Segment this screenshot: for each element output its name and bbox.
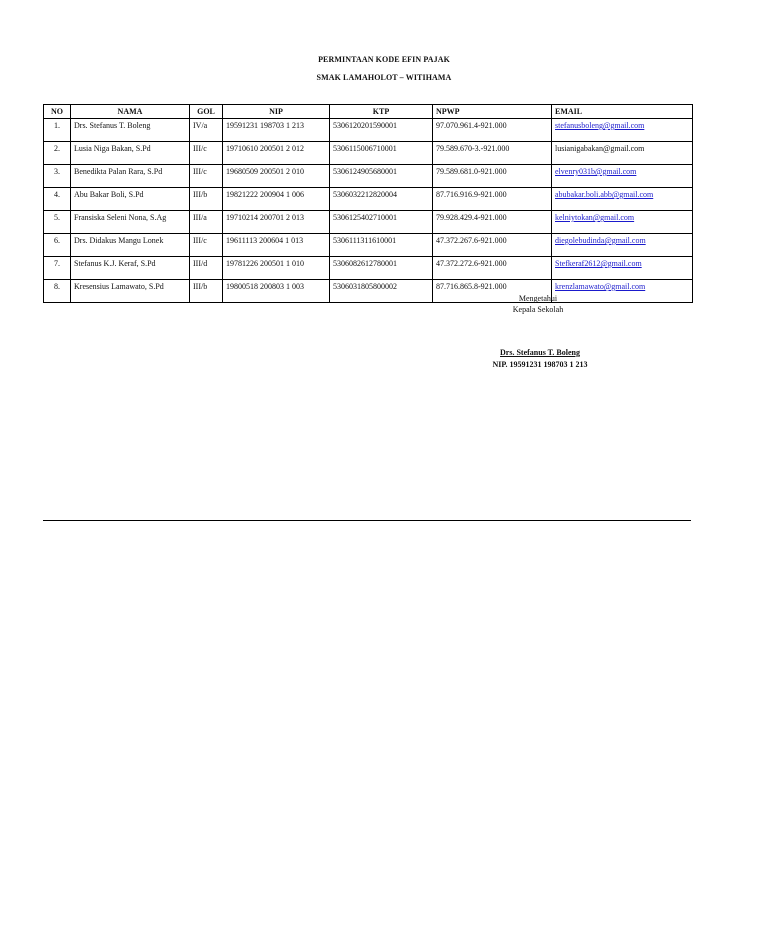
cell-gol: III/d (190, 257, 223, 280)
cell-nama: Benedikta Palan Rara, S.Pd (71, 165, 190, 188)
cell-email (552, 234, 693, 257)
signatory-name: Drs. Stefanus T. Boleng (500, 348, 580, 357)
cell-nama: Fransiska Seleni Nona, S.Ag (71, 211, 190, 234)
cell-no: 5. (44, 211, 71, 234)
table-row (44, 165, 693, 188)
cell-ktp: 5306031805800002 (330, 280, 433, 303)
cell-nama: Drs. Didakus Mangu Lonek (71, 234, 190, 257)
cell-npwp: 87.716.916.9-921.000 (433, 188, 552, 211)
header-nama: NAMA (71, 105, 190, 119)
cell-nip: 19710610 200501 2 012 (223, 142, 330, 165)
table-row (44, 257, 693, 280)
email-link[interactable]: abubakar.boli.abb@gmail.com (555, 190, 654, 199)
document-subtitle: SMAK LAMAHOLOT – WITIHAMA (316, 73, 452, 82)
table-row (44, 280, 693, 303)
cell-no: 8. (44, 280, 71, 303)
cell-nip: 19781226 200501 1 010 (223, 257, 330, 280)
table-row (44, 119, 693, 142)
cell-nama: Kresensius Lamawato, S.Pd (71, 280, 190, 303)
cell-gol: III/a (190, 211, 223, 234)
cell-ktp: 5306115006710001 (330, 142, 433, 165)
cell-gol: III/c (190, 142, 223, 165)
header-no: NO (44, 105, 71, 119)
email-link[interactable]: stefanusboleng@gmail.com (555, 121, 645, 130)
table-row (44, 211, 693, 234)
header-gol: GOL (190, 105, 223, 119)
table-row (44, 188, 693, 211)
cell-npwp: 79.928.429.4-921.000 (433, 211, 552, 234)
email-link[interactable]: kelniytokan@gmail.com (555, 213, 635, 222)
principal-label: Kepala Sekolah (512, 305, 564, 314)
email-link[interactable]: elvenry031b@gmail.com (555, 167, 637, 176)
cell-no: 7. (44, 257, 71, 280)
email-link[interactable]: krenzlamawato@gmail.com (555, 282, 646, 291)
cell-nama: Drs. Stefanus T. Boleng (71, 119, 190, 142)
cell-nip: 19710214 200701 2 013 (223, 211, 330, 234)
cell-ktp: 5306125402710001 (330, 211, 433, 234)
efin-request-table (43, 104, 693, 303)
cell-gol: III/c (190, 165, 223, 188)
cell-email (552, 257, 693, 280)
cell-nip: 19680509 200501 2 010 (223, 165, 330, 188)
cell-nip: 19800518 200803 1 003 (223, 280, 330, 303)
email-link[interactable]: diegolebudinda@gmail.com (555, 236, 646, 245)
table-row (44, 234, 693, 257)
document-title: PERMINTAAN KODE EFIN PAJAK (318, 55, 450, 64)
cell-no: 3. (44, 165, 71, 188)
cell-email (552, 119, 693, 142)
cell-gol: III/b (190, 280, 223, 303)
cell-no: 4. (44, 188, 71, 211)
table-row (44, 142, 693, 165)
cell-npwp: 79.589.670-3.-921.000 (433, 142, 552, 165)
cell-npwp: 47.372.272.6-921.000 (433, 257, 552, 280)
cell-gol: III/b (190, 188, 223, 211)
cell-nip: 19591231 198703 1 213 (223, 119, 330, 142)
cell-ktp: 5306082612780001 (330, 257, 433, 280)
cell-gol: III/c (190, 234, 223, 257)
cell-ktp: 5306120201590001 (330, 119, 433, 142)
acknowledged-label: Mengetahui (518, 294, 558, 303)
signatory-nip: NIP. 19591231 198703 1 213 (492, 360, 588, 369)
cell-email (552, 165, 693, 188)
cell-nama: Abu Bakar Boli, S.Pd (71, 188, 190, 211)
cell-email (552, 142, 693, 165)
header-email: EMAIL (552, 105, 693, 119)
email-link[interactable]: Stefkeraf2612@gmail.com (555, 259, 642, 268)
cell-nip: 19611113 200604 1 013 (223, 234, 330, 257)
cell-ktp: 5306032212820004 (330, 188, 433, 211)
header-ktp: KTP (330, 105, 433, 119)
header-nip: NIP (223, 105, 330, 119)
cell-npwp: 79.589.681.0-921.000 (433, 165, 552, 188)
cell-no: 1. (44, 119, 71, 142)
header-npwp: NPWP (433, 105, 552, 119)
cell-npwp: 97.070.961.4-921.000 (433, 119, 552, 142)
cell-ktp: 5306111311610001 (330, 234, 433, 257)
cell-nama: Stefanus K.J. Keraf, S.Pd (71, 257, 190, 280)
cell-no: 2. (44, 142, 71, 165)
cell-gol: IV/a (190, 119, 223, 142)
cell-nama: Lusia Niga Bakan, S.Pd (71, 142, 190, 165)
page-divider (43, 520, 691, 521)
cell-no: 6. (44, 234, 71, 257)
cell-ktp: 5306124905680001 (330, 165, 433, 188)
cell-npwp: 47.372.267.6-921.000 (433, 234, 552, 257)
cell-nip: 19821222 200904 1 006 (223, 188, 330, 211)
cell-email (552, 188, 693, 211)
cell-npwp: 87.716.865.8-921.000 (433, 280, 552, 303)
email-text: lusianigabakan@gmail.com (555, 144, 645, 153)
table-header-row (44, 105, 693, 119)
cell-email (552, 211, 693, 234)
